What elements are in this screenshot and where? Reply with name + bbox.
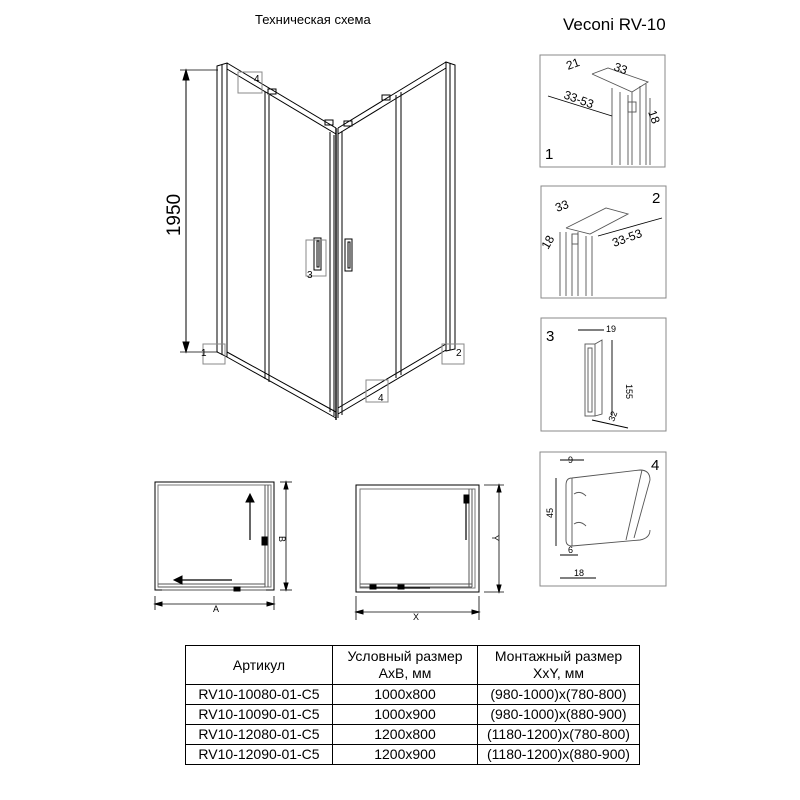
row-nominal-size: 1200x900: [333, 745, 478, 765]
detail-4-seal: [540, 452, 666, 586]
detail-4-dim-9: 9: [568, 455, 574, 465]
detail-3-index: 3: [546, 328, 555, 345]
detail-1-profile: [540, 55, 665, 167]
sheet-title: Техническая схема: [255, 12, 371, 27]
height-label: 1950: [164, 193, 185, 237]
callout-4-top: 4: [254, 74, 260, 85]
header-mounting-size: Монтажный размер ХхY, мм: [478, 646, 640, 685]
table-row: [186, 725, 640, 745]
height-dimension: [164, 70, 218, 352]
row-nominal-size: 1000x900: [333, 705, 478, 725]
row-mounting-size: (980-1000)x(880-900): [478, 705, 640, 725]
plan-view-a-b: [155, 482, 292, 614]
plan-y-label: Y: [490, 535, 500, 542]
detail-2-dim-18: 18: [538, 232, 558, 252]
plan-b-label: B: [277, 536, 287, 543]
detail-3-dim-155: 155: [624, 384, 634, 400]
detail-1-dim-33-53: 33-53: [561, 87, 596, 112]
row-mounting-size: (1180-1200)x(780-800): [478, 725, 640, 745]
plan-x-label: X: [413, 612, 420, 622]
detail-2-dim-33: 33: [553, 197, 571, 215]
header-nominal-size: Условный размер АхВ, мм: [333, 646, 478, 685]
detail-3-dim-19: 19: [606, 324, 617, 334]
table-row: [186, 685, 640, 705]
detail-1-dim-33: 33: [611, 59, 630, 78]
door-handles: [314, 238, 352, 271]
table-row: [186, 745, 640, 765]
table-header-row: [186, 646, 640, 685]
detail-1-dim-21: 21: [564, 55, 582, 73]
detail-4-dim-18: 18: [574, 568, 585, 578]
row-article: RV10-12080-01-C5: [186, 725, 333, 745]
row-nominal-size: 1200x800: [333, 725, 478, 745]
detail-4-index: 4: [651, 457, 660, 474]
row-article: RV10-12090-01-C5: [186, 745, 333, 765]
detail-2-profile: [538, 186, 666, 298]
plan-view-x-y: [356, 485, 504, 622]
model-name: Veconi RV-10: [563, 15, 666, 34]
callout-2-right: 2: [456, 348, 462, 359]
detail-1-index: 1: [545, 146, 554, 163]
spec-table: [185, 645, 640, 765]
table-row: [186, 705, 640, 725]
row-article: RV10-10090-01-C5: [186, 705, 333, 725]
shower-enclosure-view: [164, 62, 464, 420]
detail-1-dim-18: 18: [645, 108, 663, 126]
detail-4-dim-45: 45: [545, 507, 555, 518]
row-article: RV10-10080-01-C5: [186, 685, 333, 705]
callout-1-left: 1: [201, 348, 207, 359]
header-article: Артикул: [186, 646, 333, 685]
detail-2-dim-33-53: 33-53: [610, 226, 644, 250]
row-mounting-size: (980-1000)x(780-800): [478, 685, 640, 705]
callout-4-bottom: 4: [378, 393, 384, 404]
row-mounting-size: (1180-1200)x(880-900): [478, 745, 640, 765]
detail-2-index: 2: [652, 190, 661, 207]
plan-a-label: A: [213, 604, 220, 614]
detail-3-handle: [541, 318, 666, 431]
right-wall: [338, 62, 455, 418]
row-nominal-size: 1000x800: [333, 685, 478, 705]
callout-3-handle: 3: [307, 270, 313, 281]
detail-4-dim-6: 6: [568, 545, 574, 555]
detail-3-dim-32: 32: [606, 409, 620, 423]
